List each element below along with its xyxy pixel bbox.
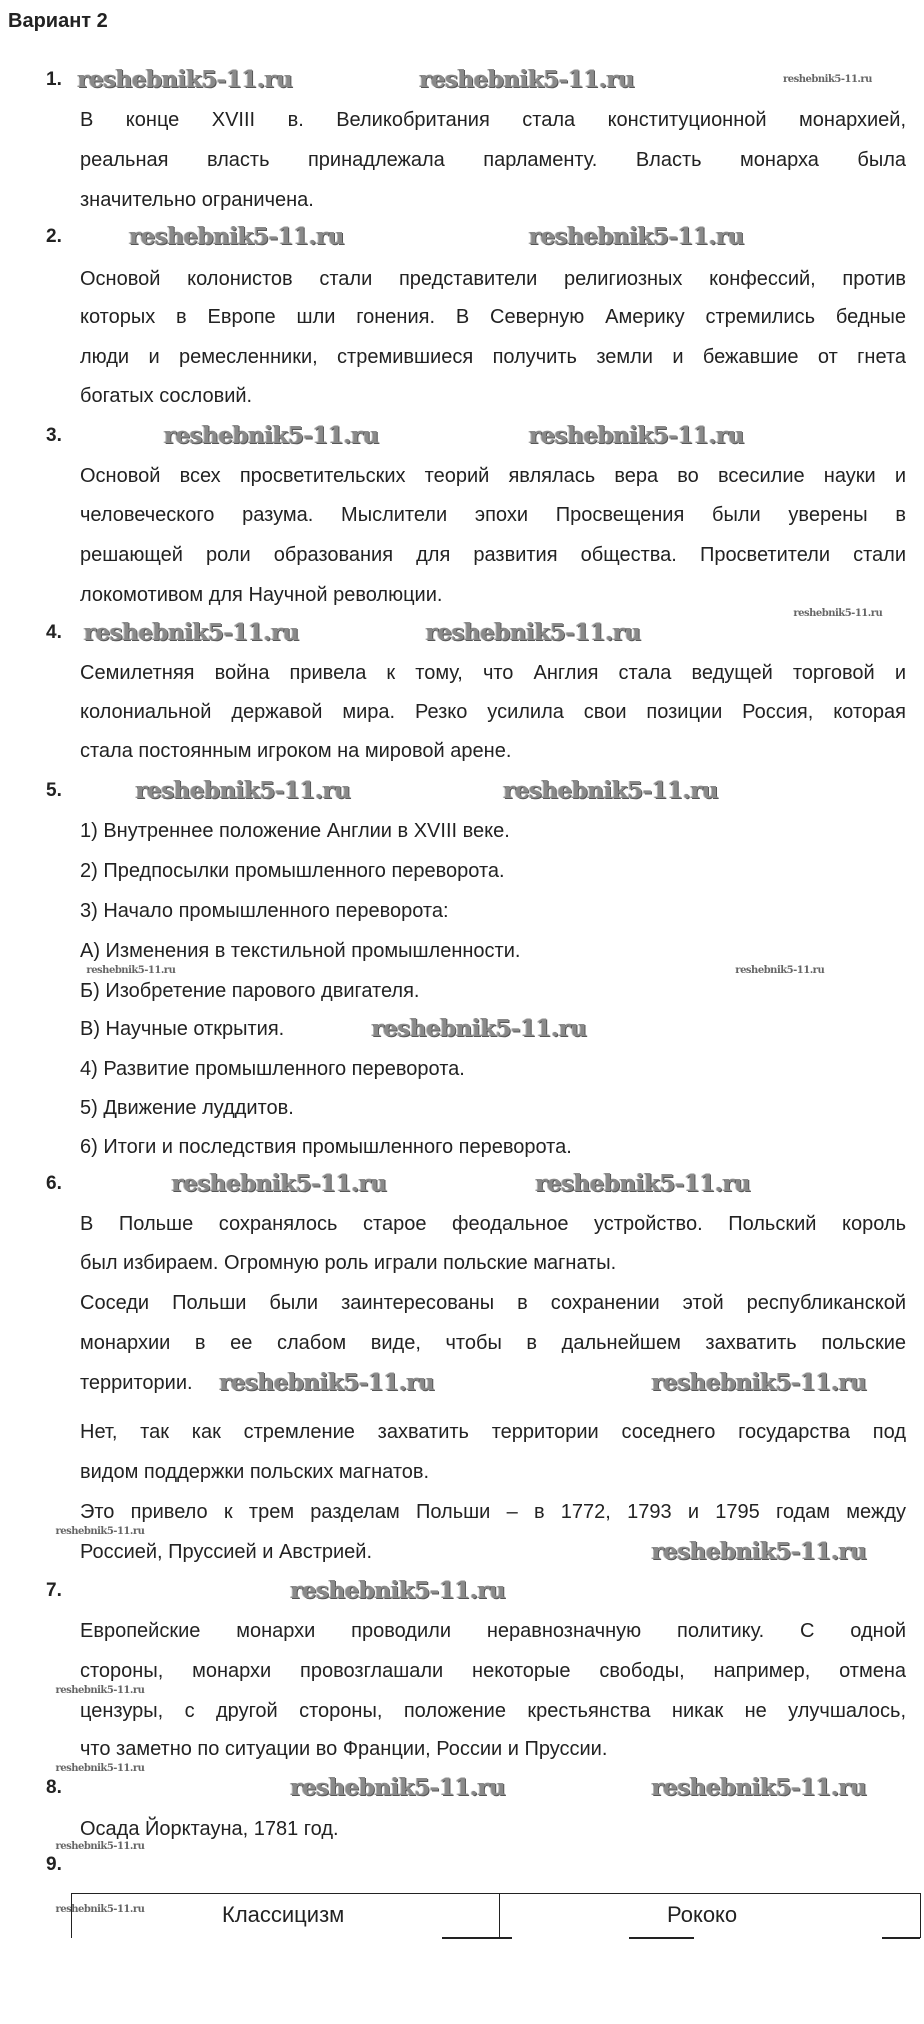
- watermark: reshebnik5-11.ru: [651, 1368, 867, 1396]
- watermark: reshebnik5-11.ru: [55, 1904, 145, 1916]
- question-number: 5.: [46, 779, 62, 801]
- watermark: reshebnik5-11.ru: [783, 73, 872, 85]
- answer-text-line: богатых сословий.: [80, 385, 253, 408]
- question-number: 8.: [46, 1776, 62, 1798]
- answer-text-line: колониальной державой мира. Резко усилила свои позиции Россия, которая: [80, 701, 906, 724]
- watermark: reshebnik5-11.ru: [290, 1576, 506, 1604]
- answer-text-line: Семилетняя война привела к тому, что Англия стала ведущей торговой и: [80, 662, 906, 685]
- answer-text-line: 5) Движение луддитов.: [80, 1097, 294, 1120]
- table-row-line: [882, 1937, 920, 1939]
- answer-text-line: В Польше сохранялось старое феодальное устройство. Польский король: [80, 1213, 906, 1236]
- answer-text-line: В) Научные открытия.: [80, 1018, 285, 1041]
- answer-text-line: 1) Внутреннее положение Англии в XVIII веке.: [80, 819, 510, 842]
- answer-text-line: цензуры, с другой стороны, положение крестьянства никак не улучшалось,: [80, 1699, 906, 1722]
- watermark: reshebnik5-11.ru: [290, 1773, 506, 1801]
- answer-text-line: реальная власть принадлежала парламенту. Власть монарха была: [80, 148, 906, 171]
- answer-text-line: 2) Предпосылки промышленного переворота.: [80, 859, 505, 882]
- answer-text-line: стороны, монархи провозглашали некоторые свободы, например, отмена: [80, 1659, 906, 1682]
- answer-text-line: монархии в ее слабом виде, чтобы в дальнейшем захватить польские: [80, 1331, 906, 1354]
- watermark: reshebnik5-11.ru: [163, 422, 379, 450]
- answer-text-line: значительно ограничена.: [80, 188, 314, 211]
- table-header-classicism: Классицизм: [222, 1902, 345, 1927]
- watermark: reshebnik5-11.ru: [651, 1537, 867, 1565]
- answer-text-line: территории.: [80, 1371, 193, 1394]
- watermark: reshebnik5-11.ru: [419, 65, 635, 93]
- question-number: 3.: [46, 425, 62, 447]
- comparison-table: [71, 1893, 921, 1938]
- table-header-rococo: Рококо: [667, 1902, 738, 1927]
- watermark: reshebnik5-11.ru: [528, 223, 744, 251]
- watermark: reshebnik5-11.ru: [129, 223, 344, 251]
- watermark: reshebnik5-11.ru: [77, 65, 293, 93]
- answer-text-line: Б) Изобретение парового двигателя.: [80, 979, 420, 1002]
- watermark: reshebnik5-11.ru: [535, 1170, 751, 1198]
- question-number: 2.: [46, 226, 62, 248]
- watermark: reshebnik5-11.ru: [86, 964, 176, 976]
- answer-text-line: 4) Развитие промышленного переворота.: [80, 1058, 465, 1081]
- answer-text-line: Основой всех просветительских теорий являлась вера во всесилие науки и: [80, 465, 906, 487]
- watermark: reshebnik5-11.ru: [219, 1368, 435, 1396]
- table-row-line: [442, 1937, 512, 1939]
- question-number: 6.: [46, 1173, 62, 1195]
- watermark: reshebnik5-11.ru: [371, 1015, 587, 1043]
- watermark: reshebnik5-11.ru: [735, 964, 825, 976]
- watermark: reshebnik5-11.ru: [55, 1684, 145, 1696]
- answer-text-line: В конце XVIII в. Великобритания стала конституционной монархией,: [80, 108, 906, 131]
- watermark: reshebnik5-11.ru: [55, 1762, 145, 1774]
- answer-text-line: Это привело к трем разделам Польши – в 1772, 1793 и 1795 годам между: [80, 1500, 906, 1523]
- answer-text-line: видом поддержки польских магнатов.: [80, 1460, 430, 1483]
- answer-text-line: Соседи Польши были заинтересованы в сохранении этой республиканской: [80, 1291, 906, 1314]
- answer-text-line: Основой колонистов стали представители религиозных конфессий, против: [80, 267, 906, 290]
- watermark: reshebnik5-11.ru: [425, 619, 641, 647]
- watermark: reshebnik5-11.ru: [793, 608, 883, 620]
- answer-text-line: что заметно по ситуации во Франции, России и Пруссии.: [80, 1738, 608, 1761]
- watermark: reshebnik5-11.ru: [83, 619, 299, 647]
- table-row-line: [629, 1937, 694, 1939]
- table-column-divider: [499, 1894, 500, 1938]
- answer-text-line: которых в Европе шли гонения. В Северную Америку стремились бедные: [80, 306, 906, 329]
- question-number: 1.: [46, 68, 62, 90]
- answer-text-line: Нет, так как стремление захватить территории соседнего государства под: [80, 1420, 906, 1443]
- watermark: reshebnik5-11.ru: [171, 1170, 387, 1198]
- answer-text-line: Европейские монархи проводили неравнозначную политику. С одной: [80, 1619, 906, 1642]
- watermark: reshebnik5-11.ru: [528, 422, 744, 450]
- answer-text-line: Осада Йорктауна, 1781 год.: [80, 1818, 339, 1841]
- watermark: reshebnik5-11.ru: [651, 1773, 867, 1801]
- answer-text-line: люди и ремесленники, стремившиеся получить земли и бежавшие от гнета: [80, 346, 906, 369]
- question-number: 7.: [46, 1579, 62, 1601]
- answer-text-line: человеческого разума. Мыслители эпохи Просвещения были уверены в: [80, 503, 906, 526]
- answer-text-line: Россией, Пруссией и Австрией.: [80, 1540, 373, 1563]
- page-title: Вариант 2: [8, 10, 108, 32]
- watermark: reshebnik5-11.ru: [503, 776, 719, 804]
- watermark: reshebnik5-11.ru: [55, 1525, 145, 1537]
- answer-text-line: А) Изменения в текстильной промышленности.: [80, 939, 521, 962]
- answer-text-line: решающей роли образования для развития общества. Просветители стали: [80, 543, 906, 566]
- answer-text-line: 3) Начало промышленного переворота:: [80, 899, 449, 922]
- watermark: reshebnik5-11.ru: [55, 1841, 145, 1853]
- question-number: 9.: [46, 1854, 62, 1876]
- watermark: reshebnik5-11.ru: [135, 776, 351, 804]
- answer-text-line: локомотивом для Научной революции.: [80, 583, 443, 606]
- answer-text-line: был избираем. Огромную роль играли польские магнаты.: [80, 1251, 617, 1274]
- answer-text-line: стала постоянным игроком на мировой арене.: [80, 739, 512, 762]
- question-number: 4.: [46, 622, 62, 644]
- answer-text-line: 6) Итоги и последствия промышленного переворота.: [80, 1135, 572, 1158]
